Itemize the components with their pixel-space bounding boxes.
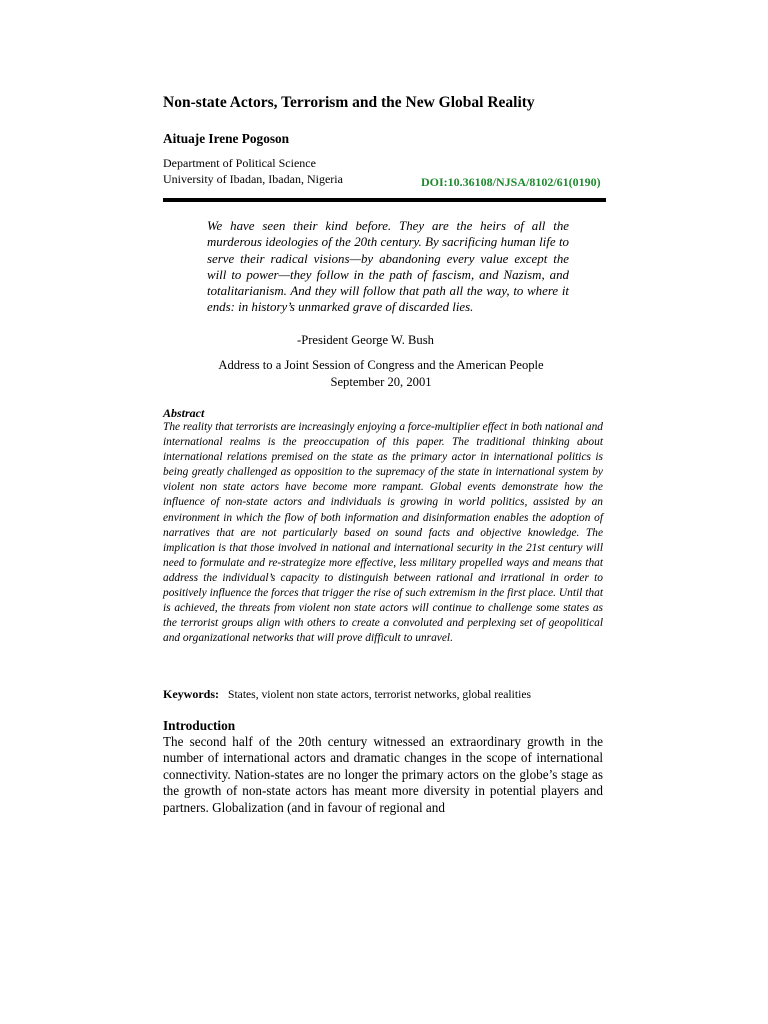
header-divider (163, 198, 606, 202)
keywords-text: States, violent non state actors, terrorist networks, global realities (228, 688, 531, 701)
affiliation-university: University of Ibadan, Ibadan, Nigeria (163, 171, 343, 186)
keywords-line (163, 687, 531, 702)
paper-title: Non-state Actors, Terrorism and the New Global Reality (163, 94, 535, 111)
epigraph-occasion: Address to a Joint Session of Congress and the American People (218, 358, 544, 372)
introduction-heading: Introduction (163, 718, 236, 733)
affiliation-department: Department of Political Science (163, 156, 316, 170)
epigraph-source (163, 357, 599, 390)
epigraph-attribution: -President George W. Bush (297, 333, 434, 347)
epigraph-date: September 20, 2001 (330, 374, 432, 389)
author-affiliation (163, 156, 343, 187)
abstract-text: The reality that terrorists are increasingly enjoying a force-multiplier effect in both national and international realms is the preoccupation of this paper. The traditional thinking about international relations premised on the state as the primary actor in international politics is being greatly challenged as opposition to the supremacy of the state in international system by violent non state actors have become more rampant. Global events demonstrate how the influence of non-state actors and individuals is growing in world politics, assisted by an environment in which the flow of both information and disinformation enables the adoption of narratives that are not particularly based on sound facts and objective knowledge. The implication is that those involved in national and international security in the 21st century will need to formulate and re-strategize more effective, less military propelled ways and means that address the individual’s capacity to distinguish between rational and irrational in order to positively influence the forces that trigger the rise of such extremism in the first place. Until that is achieved, the threats from violent non state actors will continue to challenge some states as the terrorist groups align with others to create a convoluted and perplexing set of geopolitical and organizational networks that will prove difficult to unravel. (163, 421, 603, 645)
abstract-heading: Abstract (163, 406, 205, 420)
doi-label: DOI:10.36108/NJSA/8102/61(0190) (421, 175, 601, 189)
author-name: Aituaje Irene Pogoson (163, 131, 290, 146)
epigraph-quote: We have seen their kind before. They are the heirs of all the murderous ideologies of the 20th century. By sacrificing human life to serve their radical visions—by abandoning every value except the will to power—they follow in the path of fascism, and Nazism, and totalitarianism. And they will follow that path all the way, to where it ends: in history’s unmarked grave of discarded lies. (207, 219, 569, 315)
introduction-text: The second half of the 20th century witnessed an extraordinary growth in the number of international actors and dramatic changes in the scope of international connectivity. Nation-states are no longer the primary actors on the globe’s stage as the growth of non-state actors has meant more diversity in potential players and partners. Globalization (and in favour of regional and (163, 734, 603, 815)
keywords-label: Keywords: (163, 687, 219, 701)
